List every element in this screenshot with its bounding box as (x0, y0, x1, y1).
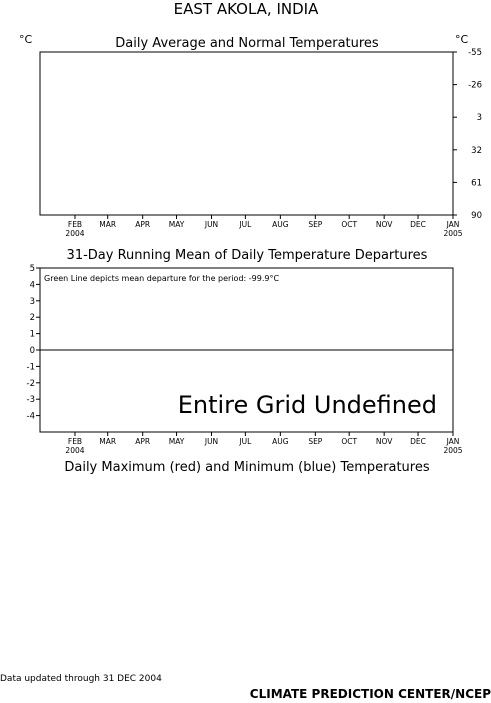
chart1-x-axis (65, 215, 462, 238)
chart2-x-tick-year: 2004 (65, 446, 85, 455)
chart1-y-tick-label: 32 (471, 145, 482, 156)
chart2-x-tick-label: APR (135, 437, 151, 446)
chart1-x-tick-label: OCT (341, 220, 358, 229)
chart2-x-tick-label: OCT (341, 437, 358, 446)
chart1-x-tick-label: AUG (272, 220, 289, 229)
chart1-y-tick-label: -55 (468, 48, 482, 58)
chart2-title: 31-Day Running Mean of Daily Temperature Departures (66, 248, 428, 263)
chart2-y-tick-label: 0 (29, 346, 35, 356)
chart2-x-tick-label: SEP (308, 437, 323, 446)
chart1-plot-frame (40, 52, 453, 215)
chart1-x-tick-label: JUL (239, 220, 252, 229)
chart1-y-tick-label: 61 (471, 178, 482, 189)
chart1-x-tick-year: 2004 (65, 229, 85, 238)
chart1-x-tick-label: MAR (99, 220, 117, 229)
chart2-x-tick-label: MAR (99, 437, 117, 446)
chart2-y-tick-label: -1 (26, 362, 35, 373)
chart1-y-axis (453, 48, 482, 221)
chart2-x-tick-label: FEB (67, 437, 83, 446)
chart2-x-tick-label: JAN (446, 437, 460, 446)
chart1-y-tick-label: 90 (471, 211, 482, 221)
chart2-y-tick-label: 3 (29, 296, 35, 307)
chart1-y-tick-label: -26 (468, 80, 482, 91)
chart1-x-tick-label: FEB (67, 220, 83, 229)
chart2-annotation: Green Line depicts mean departure for the period: -99.9°C (44, 274, 280, 283)
chart2-y-tick-label: -2 (26, 378, 35, 389)
chart1-x-tick-label: SEP (308, 220, 323, 229)
chart2-x-tick-label: JUL (239, 437, 252, 446)
chart1-x-tick-label: APR (135, 220, 151, 229)
chart1-x-tick-label: JUN (204, 220, 219, 229)
chart3-title: Daily Maximum (red) and Minimum (blue) Temperatures (64, 460, 430, 475)
chart1-x-tick-label: JAN (446, 220, 460, 229)
average-temperature-chart (19, 33, 482, 238)
chart2-y-tick-label: 2 (29, 313, 35, 324)
chart2-x-tick-label: AUG (272, 437, 289, 446)
chart1-y-tick-label: 3 (476, 113, 482, 124)
chart2-y-tick-label: 1 (29, 329, 35, 340)
chart1-title: Daily Average and Normal Temperatures (115, 36, 379, 51)
chart2-y-axis (27, 264, 40, 422)
chart2-y-tick-label: 5 (29, 264, 35, 274)
chart2-x-tick-year: 2005 (443, 446, 463, 455)
chart1-right-unit: °C (455, 33, 469, 46)
chart2-x-tick-label: MAY (168, 437, 185, 446)
chart2-x-axis (65, 432, 462, 455)
chart2-y-tick-label: 4 (29, 280, 35, 291)
chart2-x-tick-label: DEC (410, 437, 426, 446)
chart2-y-tick-label: -3 (26, 395, 35, 406)
chart2-y-tick-label: -4 (26, 411, 35, 422)
chart1-x-tick-label: DEC (410, 220, 426, 229)
page-title: EAST AKOLA, INDIA (173, 0, 319, 18)
chart1-x-tick-year: 2005 (443, 229, 463, 238)
chart2-overlay-text: Entire Grid Undefined (177, 391, 437, 419)
chart1-x-tick-label: MAY (168, 220, 185, 229)
chart1-left-unit: °C (19, 33, 33, 46)
chart1-x-tick-label: NOV (375, 220, 393, 229)
chart2-x-tick-label: NOV (375, 437, 393, 446)
data-updated-note: Data updated through 31 DEC 2004 (0, 674, 162, 684)
chart2-x-tick-label: JUN (204, 437, 219, 446)
credit-text: CLIMATE PREDICTION CENTER/NCEP (249, 687, 491, 701)
departure-chart (27, 248, 463, 455)
